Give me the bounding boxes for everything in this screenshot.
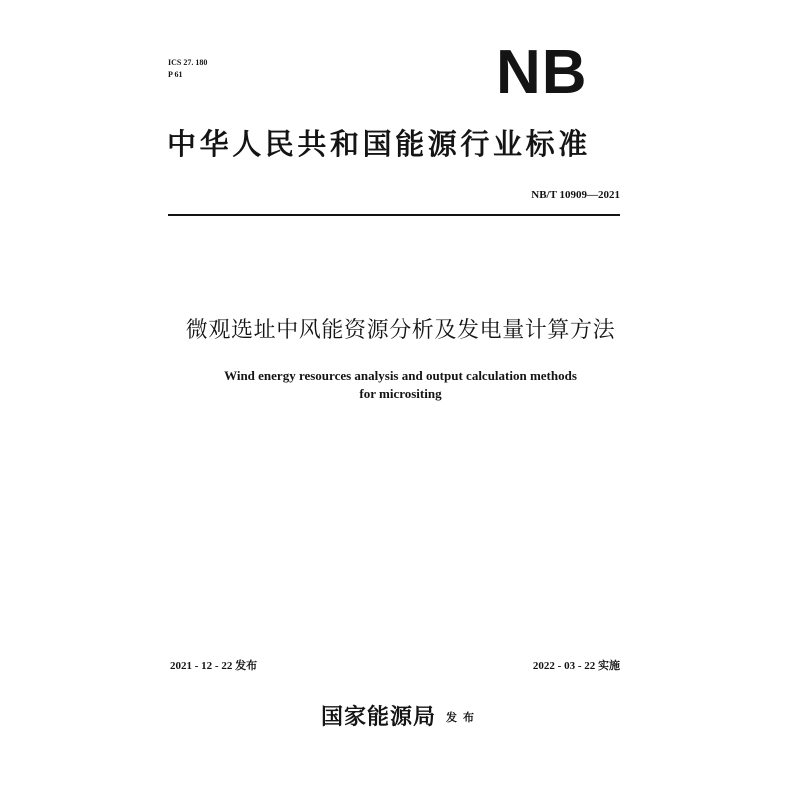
document-title-english <box>0 367 801 403</box>
document-title-chinese: 微观选址中风能资源分析及发电量计算方法 <box>185 318 616 343</box>
issue-date: 2021 - 12 - 22 发布 <box>170 660 258 672</box>
nb-logo: NB <box>496 38 588 107</box>
publisher-line <box>0 700 801 731</box>
publisher-action: 发布 <box>446 711 480 724</box>
industry-standard-title: 中华人民共和国能源行业标准 <box>167 127 591 161</box>
implementation-date: 2022 - 03 - 22 实施 <box>532 660 620 672</box>
english-title-line-2: for micrositing <box>359 386 442 401</box>
ccs-code: P 61 <box>168 70 183 79</box>
english-title-line-1: Wind energy resources analysis and output calculation methods <box>224 368 577 383</box>
standard-number: NB/T 10909—2021 <box>531 189 620 201</box>
classification-codes <box>168 57 207 81</box>
publisher-name: 国家能源局 <box>320 704 436 730</box>
ics-code: ICS 27. 180 <box>168 58 208 67</box>
header-divider <box>168 214 620 216</box>
